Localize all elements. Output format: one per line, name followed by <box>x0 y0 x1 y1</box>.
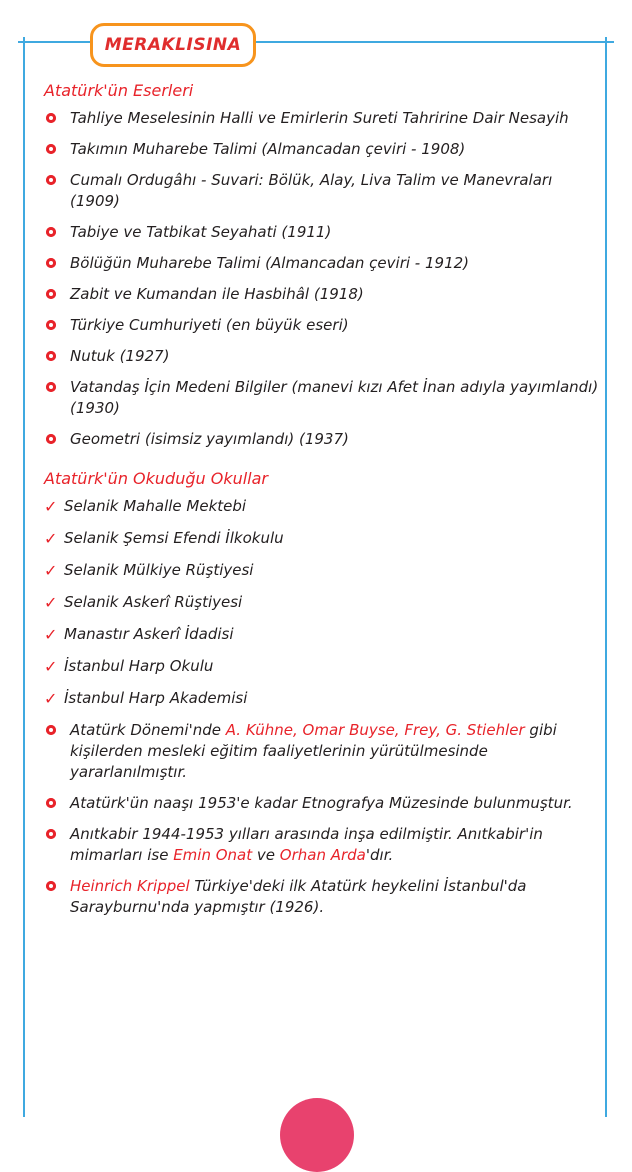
checkmark-icon: ✓ <box>44 593 58 612</box>
bullet-icon <box>46 113 56 123</box>
list-item: Cumalı Ordugâhı - Suvari: Bölük, Alay, Liva Talim ve Manevraları (1909) <box>44 170 604 212</box>
list-item: Nutuk (1927) <box>44 346 604 367</box>
meraklisina-badge: MERAKLISINA <box>90 23 256 67</box>
bullet-icon <box>46 829 56 839</box>
bullet-icon <box>46 258 56 268</box>
list-item: ✓ Selanik Mahalle Mektebi <box>44 497 247 516</box>
bullet-icon <box>46 144 56 154</box>
list-item: Türkiye Cumhuriyeti (en büyük eseri) <box>44 315 604 336</box>
checkmark-icon: ✓ <box>44 657 58 676</box>
checkmark-icon: ✓ <box>44 529 58 548</box>
list-item: Tahliye Meselesinin Halli ve Emirlerin Sureti Tahririne Dair Nesayih <box>44 108 604 129</box>
checkmark-icon: ✓ <box>44 497 58 516</box>
checkmark-icon: ✓ <box>44 561 58 580</box>
bullet-icon <box>46 798 56 808</box>
list-item: Geometri (isimsiz yayımlandı) (1937) <box>44 429 604 450</box>
bullet-icon <box>46 725 56 735</box>
note-item: Anıtkabir 1944-1953 yılları arasında inşa edilmiştir. Anıtkabir'in mimarları ise Emin Onat ve Orhan Arda'dır. <box>44 824 604 866</box>
works-heading: Atatürk'ün Eserleri <box>44 81 194 100</box>
bullet-icon <box>46 175 56 185</box>
bullet-icon <box>46 382 56 392</box>
note-item: Atatürk Dönemi'nde A. Kühne, Omar Buyse, Frey, G. Stiehler gibi kişilerden mesleki eğitim faaliyetlerinin yürütülmesinde yararlanılmıştır. <box>44 720 604 783</box>
notes-list <box>44 720 604 918</box>
checkmark-icon: ✓ <box>44 625 58 644</box>
list-item: ✓ Manastır Askerî İdadisi <box>44 625 234 644</box>
note-item: Heinrich Krippel Türkiye'deki ilk Atatürk heykelini İstanbul'da Sarayburnu'nda yapmıştır (1926). <box>44 876 604 918</box>
bullet-icon <box>46 227 56 237</box>
list-item: Vatandaş İçin Medeni Bilgiler (manevi kızı Afet İnan adıyla yayımlandı) (1930) <box>44 377 604 419</box>
bullet-icon <box>46 351 56 361</box>
bullet-icon <box>46 320 56 330</box>
checkmark-icon: ✓ <box>44 689 58 708</box>
list-item: Takımın Muharebe Talimi (Almancadan çeviri - 1908) <box>44 139 604 160</box>
bullet-icon <box>46 289 56 299</box>
page-number-circle <box>280 1098 354 1172</box>
list-item: Tabiye ve Tatbikat Seyahati (1911) <box>44 222 604 243</box>
list-item: Zabit ve Kumandan ile Hasbihâl (1918) <box>44 284 604 305</box>
list-item: ✓ İstanbul Harp Okulu <box>44 657 214 676</box>
schools-list <box>44 496 604 709</box>
bullet-icon <box>46 881 56 891</box>
list-item: ✓ Selanik Askerî Rüştiyesi <box>44 593 243 612</box>
bullet-icon <box>46 434 56 444</box>
list-item: Bölüğün Muharebe Talimi (Almancadan çeviri - 1912) <box>44 253 604 274</box>
list-item: ✓ İstanbul Harp Akademisi <box>44 689 248 708</box>
schools-heading: Atatürk'ün Okuduğu Okullar <box>44 469 268 488</box>
works-list <box>44 108 604 450</box>
note-item: Atatürk'ün naaşı 1953'e kadar Etnografya Müzesinde bulunmuştur. <box>44 793 604 814</box>
list-item: ✓ Selanik Mülkiye Rüştiyesi <box>44 561 254 580</box>
list-item: ✓ Selanik Şemsi Efendi İlkokulu <box>44 529 284 548</box>
info-box-content <box>44 80 604 928</box>
